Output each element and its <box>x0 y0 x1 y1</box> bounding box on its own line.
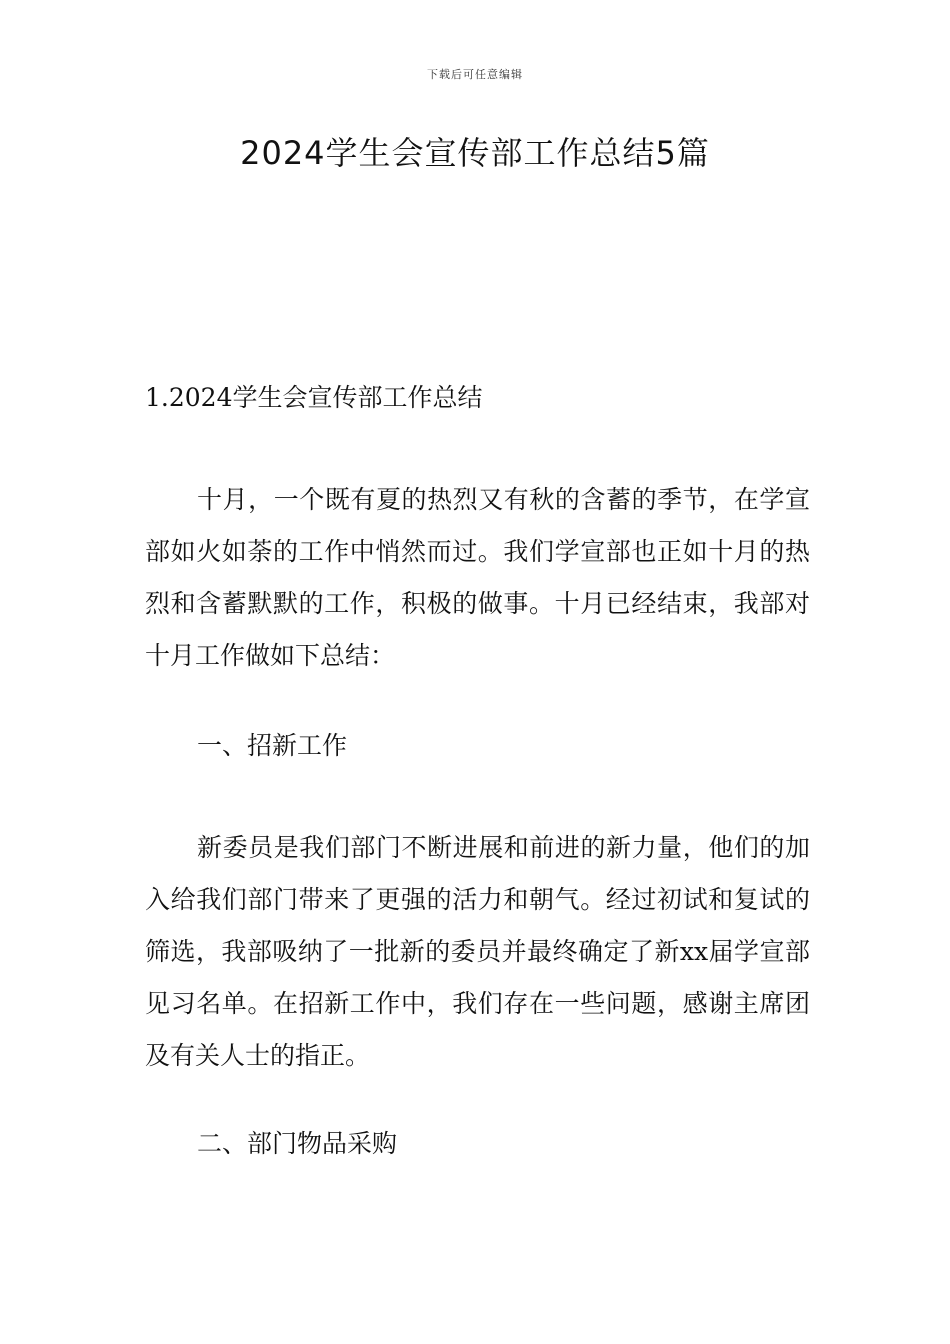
page-header-note: 下载后可任意编辑 <box>427 68 523 81</box>
article-heading: 1.2024学生会宣传部工作总结 <box>145 383 483 412</box>
intro-paragraph: 十月，一个既有夏的热烈又有秋的含蓄的季节，在学宣部如火如荼的工作中悄然而过。我们学宣部也正如十月的热烈和含蓄默默的工作，积极的做事。十月已经结束，我部对十月工作做如下总结： <box>145 485 810 670</box>
recruitment-paragraph: 新委员是我们部门不断进展和前进的新力量，他们的加入给我们部门带来了更强的活力和朝气。经过初试和复试的筛选，我部吸纳了一批新的委员并最终确定了新xx届学宣部见习名单。在招新工作中，我们存在一些问题，感谢主席团及有关人士的指正。 <box>145 833 810 1070</box>
section-heading-procurement: 二、部门物品采购 <box>197 1129 398 1158</box>
document-title: 2024学生会宣传部工作总结5篇 <box>240 134 710 172</box>
section-heading-recruitment: 一、招新工作 <box>197 731 348 760</box>
